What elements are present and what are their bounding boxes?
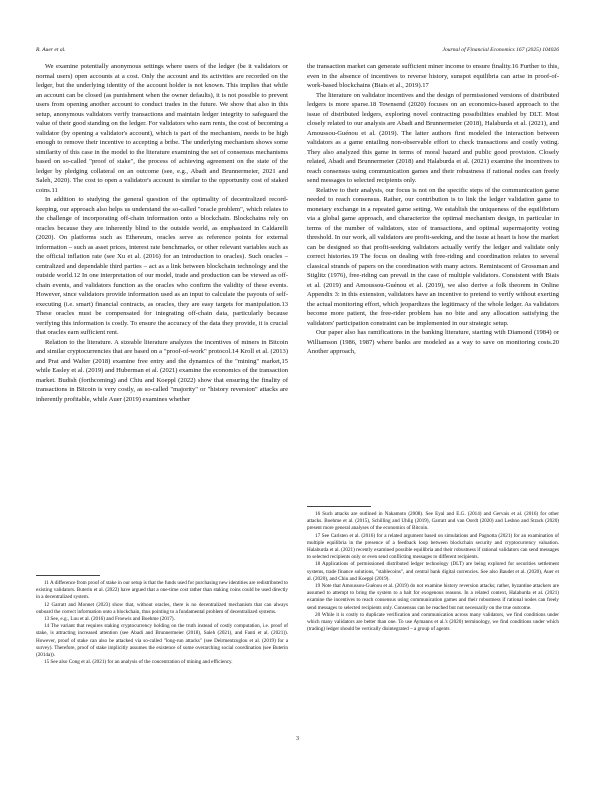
paragraph: Relative to their analysis, our focus is not on the specific steps of the communication game needed to reach consensus. Rather, our contribution is to link the ledger validation game to monetary exchange in a repeated game setting. We establish the uniqueness of the equilibrium via a global game approach, and characterize the optimal mechanism design, in particular in terms of the number of validators, size of transactions, and optimal supermajority voting threshold. In our work, all validators are profit-seeking, and the issue at heart is how the market can be designed so that profit-seeking validators actually verify the ledger and validate only correct histories.19 The focus on dealing with free-riding and coordination relates to several classical strands of papers on the coordination with many actors. Reminiscent of Grossman and Stiglitz (1976), free-riding can prevail in the case of multiple validators. Consistent with Biais et al. (2019) and Amoussou-Guénou et al. (2019), we also derive a folk theorem in Online Appendix 3: in this extension, validators have an incentive to pretend to verify without exerting the actual monitoring effort, which jeopardizes the legitimacy of the whole ledger. As validators become more patient, the free-rider problem has no bite and any allocation satisfying the validators' participation constraint can be implemented in our strategic setup. bbox=[307, 186, 559, 327]
paragraph: Our paper also has ramifications in the banking literature, starting with Diamond (1984) or Williamson (1986, 1987) where banks are modeled as a way to save on monitoring costs.20 Another approach, bbox=[307, 329, 559, 355]
left-column bbox=[36, 62, 288, 666]
page-number: 3 bbox=[296, 736, 299, 742]
right-footnotes bbox=[307, 506, 559, 633]
footnote-rule bbox=[36, 575, 100, 576]
paragraph: Relation to the literature. A sizeable literature analyzes the incentives of miners in Bitcoin and similar cryptocurrencies that are based on a "proof-of-work" protocol.14 Kroll et al. (2013) and Prat and Walter (2018) examine free entry and the dynamics of the "mining" market,15 while Easley et al. (2019) and Huberman et al. (2021) examine the economics of the transaction market. Budish (forthcoming) and Chiu and Koeppl (2022) show that ensuring the finality of transactions in Bitcoin is very costly, as so-called "majority" or "history reversion" attacks are inherently profitable, while Auer (2019) examines whether bbox=[36, 338, 288, 403]
footnote: 15 See also Cong et al. (2021) for an analysis of the concentration of mining and efficiency. bbox=[44, 659, 233, 666]
right-column bbox=[307, 62, 559, 633]
footnote: 17 See Carlsten et al. (2016) for a related argument based on simulations and Pagnotta (2021) for an examination of multiple equilibria in the presence of a feedback loop between blockchain security and cryptocurrency valuation. Halaburda et al. (2021) recently examined possible equilibria and their robustness if rational validators can send messages to selected recipients only or even send conflicting messages to different recipients. bbox=[307, 532, 559, 561]
paragraph: the transaction market can generate sufficient miner income to ensure finality.16 Further to this, even in the absence of incentives to reverse history, sunspot equilibria can arise in proof-of-work-based blockchains (Biais et al., 2019).17 bbox=[307, 63, 559, 89]
footnote: 18 Applications of permissioned distributed ledger technology (DLT) are being explored for securities settlement systems, trade finance solutions, "stablecoins", and central bank digital currencies. See also Baudet et al. (2020), Auer et al. (2020), and Chiu and Koeppl (2019). bbox=[307, 561, 559, 582]
header-journal: Journal of Financial Economics 167 (2025) 104026 bbox=[442, 47, 559, 53]
footnote: 19 Note that Amoussou-Guénou et al. (2019) do not examine history reversion attacks; rather, byzantine attackers are assumed to attempt to bring the system to a halt for exogenous reasons. In a related context, Halaburda et al. (2021) examine the incentives to reach consensus using communication games and their robustness if rational nodes can freely send messages to selected recipients only. Consensus can be reached but not necessarily on the true outcome. bbox=[307, 583, 559, 611]
footnote-rule bbox=[307, 506, 371, 507]
footnote: 12 Garratt and Monnet (2023) show that, without oracles, there is no decentralized mechanism that can always onboard the correct information onto a blockchain, thus pointing to a fundamental problem of decentralized systems. bbox=[36, 601, 288, 615]
left-footnotes bbox=[36, 575, 288, 666]
footnote: 14 The variant that requires staking cryptocurrency holding on the truth instead of costly computation, i.e. proof of stake, is attracting increased attention (see Abadi and Brunnermeier (2018), Saleh (2021), and Fanti et al. (2021)). However, proof of stake can also be attacked via so-called "long-run attacks" (see Deirmentzoglou et al. (2019) for a survey). Therefore, proof of stake implicitly assumes the existence of some overarching social coordination (see Buterin (2014a)). bbox=[36, 623, 288, 659]
footnote: 20 While it is costly to duplicate verification and communication across many validators, we find conditions under which many validators are better than one. To use Aymanns et al.'s (2020) terminology, we find conditions under which (trading) ledger should be vertically disintegrated – a group of agents bbox=[307, 611, 559, 633]
footnote: 11 A difference from proof of stake in our setup is that the funds used for purchasing new identities are redistributed to existing validators. Buterin et al. (2022) have argued that a one-time cost rather than staking coins could be used directly in a decentralized system. bbox=[36, 580, 288, 601]
left-body bbox=[36, 62, 288, 567]
paragraph: In addition to studying the general question of the optimality of decentralized record-keeping, our approach also helps us understand the so-called "oracle problem", which relates to the challenge of incorporating off-chain information onto a blockchain. Blockchains rely on oracles because they are inherently blind to the outside world, as emphasized in Caldarelli (2020). On platforms such as Ethereum, oracles serve as reference points for external information – such as asset prices, interest rate benchmarks, or other relevant variables such as the official inflation rate (see Xu et al. (2016) for an introduction to oracles). Such oracles – centralized and dependable third parties – act as a link between blockchain technology and the outside world.12 In one interpretation of our model, trade and production can be viewed as off-chain events, and validators function as the oracles who confirm the validity of these events. However, since validators provide information used as an input to calculate the payouts of self-executing (i.e. smart) financial contracts, as oracles, they are easy targets for manipulation.13 These oracles must be compensated for integrating off-chain data, particularly because verifying this information is costly. To ensure the accuracy of the data they provide, it is crucial that oracles earn sufficient rent. bbox=[36, 196, 288, 336]
footnote: 16 Such attacks are outlined in Nakamoto (2008). See Eyal and E.G. (2014) and Gervais et al. (2016) for other attacks. Boehme et al. (2015), Schilling and Uhlig (2019), Garratt and van Oordt (2020) and Leshno and Strack (2020) present more general analyses of the economics of Bitcoin. bbox=[307, 511, 559, 532]
header-authors: R. Auer et al. bbox=[36, 47, 66, 53]
running-header bbox=[36, 47, 559, 57]
paragraph: The literature on validator incentives and the design of permissioned versions of distributed ledgers is more sparse.18 Townsend (2020) focuses on an economics-based approach to the issue of distributed ledgers, exploring novel contracting possibilities enabled by DLT. Most closely related to our analysis are Abadi and Brunnermeier (2018), Halaburda et al. (2021), and Amoussou-Guénou et al. (2019). The latter authors first modeled the interaction between validators as a game entailing non-observable effort to check transactions and costly voting. They also analyzed this game in terms of moral hazard and public good provision. Closely related, Abadi and Brunnermeier (2018) and Halaburda et al. (2021) examine the incentives to reach consensus using communication games and their robustness if rational nodes can freely send messages to selected recipients only. bbox=[307, 91, 559, 184]
paragraph: We examine potentially anonymous settings where users of the ledger (be it validators or normal users) open accounts at a cost. Only the account and its activities are recorded on the ledger, but the underlying identity of the account holder is not known. This implies that while an account can be closed (as punishment when the owner defaults), it is not possible to prevent users from opening another account to conduct trades in the future. We show that also in this setup, anonymous validators verify transactions and maintain ledger integrity to safeguard the value of their good standing on the ledger. For validators who earn rents, the cost of becoming a validator (by opening a validator's account), which is part of the mechanism, needs to be high enough to remove their incentive to accepting a bribe. The underlying mechanism shows some similarity of this case in the model to the literature examining the set of consensus mechanisms based on so-called "proof of stake", the process of achieving agreement on the state of the ledger by pledging collateral on an outcome (see, e.g., Abadi and Brunnermeier, 2021 and Saleh, 2020). The cost to open a validator's account is similar to the opportunity cost of staked coins.11 bbox=[36, 63, 288, 194]
footnote: 13 See, e.g., Luu et al. (2016) and Froewis and Boehme (2017). bbox=[44, 616, 175, 623]
right-body bbox=[307, 62, 559, 494]
